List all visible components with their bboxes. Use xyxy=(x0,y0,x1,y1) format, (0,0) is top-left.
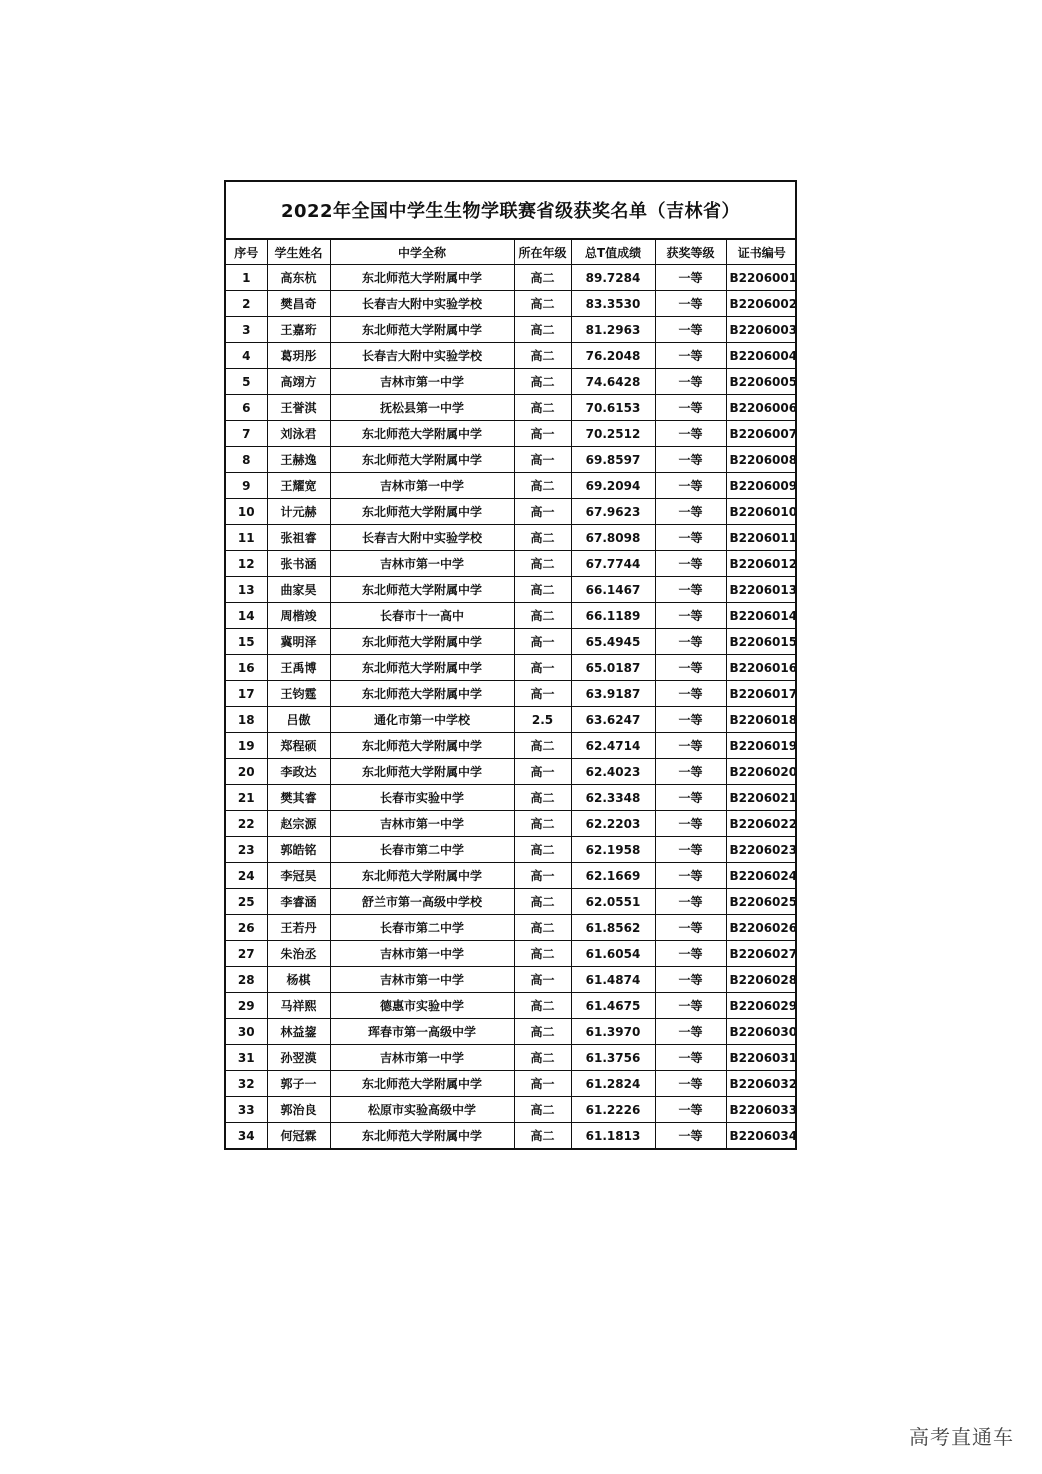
table-row xyxy=(226,863,797,889)
cell-award-level: 一等 xyxy=(655,499,726,525)
cell-student-name: 樊其睿 xyxy=(267,785,330,811)
cell-student-name: 冀明泽 xyxy=(267,629,330,655)
cell-school: 珲春市第一高级中学 xyxy=(330,1019,514,1045)
table-row xyxy=(226,993,797,1019)
cell-award-level: 一等 xyxy=(655,863,726,889)
table-row xyxy=(226,499,797,525)
cell-index: 17 xyxy=(226,681,267,707)
cell-certificate-no: B2206019 xyxy=(726,733,797,759)
cell-certificate-no: B2206023 xyxy=(726,837,797,863)
cell-index: 8 xyxy=(226,447,267,473)
table-row xyxy=(226,1071,797,1097)
cell-grade: 高一 xyxy=(514,499,571,525)
cell-score: 81.2963 xyxy=(571,317,655,343)
cell-index: 10 xyxy=(226,499,267,525)
cell-student-name: 林益鋆 xyxy=(267,1019,330,1045)
cell-score: 70.6153 xyxy=(571,395,655,421)
cell-score: 61.1813 xyxy=(571,1123,655,1149)
cell-certificate-no: B2206009 xyxy=(726,473,797,499)
cell-score: 69.8597 xyxy=(571,447,655,473)
cell-school: 东北师范大学附属中学 xyxy=(330,863,514,889)
cell-score: 67.7744 xyxy=(571,551,655,577)
cell-grade: 高二 xyxy=(514,993,571,1019)
header-student-name: 学生姓名 xyxy=(267,240,330,265)
cell-award-level: 一等 xyxy=(655,1045,726,1071)
cell-index: 34 xyxy=(226,1123,267,1149)
cell-award-level: 一等 xyxy=(655,447,726,473)
cell-student-name: 吕傲 xyxy=(267,707,330,733)
cell-certificate-no: B2206017 xyxy=(726,681,797,707)
cell-award-level: 一等 xyxy=(655,265,726,291)
cell-grade: 高二 xyxy=(514,265,571,291)
cell-score: 61.6054 xyxy=(571,941,655,967)
cell-grade: 高一 xyxy=(514,681,571,707)
cell-certificate-no: B2206010 xyxy=(726,499,797,525)
cell-grade: 高一 xyxy=(514,421,571,447)
cell-index: 3 xyxy=(226,317,267,343)
cell-student-name: 计元赫 xyxy=(267,499,330,525)
cell-award-level: 一等 xyxy=(655,993,726,1019)
cell-grade: 高一 xyxy=(514,863,571,889)
cell-student-name: 王赫逸 xyxy=(267,447,330,473)
cell-certificate-no: B2206024 xyxy=(726,863,797,889)
cell-student-name: 王耀宽 xyxy=(267,473,330,499)
cell-index: 20 xyxy=(226,759,267,785)
header-grade: 所在年级 xyxy=(514,240,571,265)
cell-student-name: 王禹博 xyxy=(267,655,330,681)
cell-score: 69.2094 xyxy=(571,473,655,499)
cell-student-name: 郑程硕 xyxy=(267,733,330,759)
cell-index: 2 xyxy=(226,291,267,317)
table-row xyxy=(226,525,797,551)
table-row xyxy=(226,447,797,473)
cell-award-level: 一等 xyxy=(655,889,726,915)
cell-student-name: 高翊方 xyxy=(267,369,330,395)
cell-index: 19 xyxy=(226,733,267,759)
table-row xyxy=(226,967,797,993)
cell-school: 东北师范大学附属中学 xyxy=(330,655,514,681)
cell-score: 62.4023 xyxy=(571,759,655,785)
cell-student-name: 李政达 xyxy=(267,759,330,785)
cell-index: 28 xyxy=(226,967,267,993)
cell-score: 67.8098 xyxy=(571,525,655,551)
table-row xyxy=(226,343,797,369)
cell-school: 德惠市实验中学 xyxy=(330,993,514,1019)
table-row xyxy=(226,681,797,707)
header-school: 中学全称 xyxy=(330,240,514,265)
table-row xyxy=(226,421,797,447)
cell-score: 83.3530 xyxy=(571,291,655,317)
cell-index: 29 xyxy=(226,993,267,1019)
table-row xyxy=(226,837,797,863)
cell-index: 12 xyxy=(226,551,267,577)
cell-certificate-no: B2206013 xyxy=(726,577,797,603)
header-certificate-no: 证书编号 xyxy=(726,240,797,265)
cell-index: 9 xyxy=(226,473,267,499)
cell-score: 70.2512 xyxy=(571,421,655,447)
cell-certificate-no: B2206033 xyxy=(726,1097,797,1123)
header-index: 序号 xyxy=(226,240,267,265)
cell-student-name: 刘泳君 xyxy=(267,421,330,447)
cell-score: 63.6247 xyxy=(571,707,655,733)
table-body xyxy=(226,265,797,1149)
cell-award-level: 一等 xyxy=(655,759,726,785)
cell-grade: 高二 xyxy=(514,811,571,837)
cell-index: 32 xyxy=(226,1071,267,1097)
cell-grade: 高二 xyxy=(514,525,571,551)
cell-grade: 高二 xyxy=(514,317,571,343)
cell-grade: 高二 xyxy=(514,343,571,369)
cell-student-name: 王嘉珩 xyxy=(267,317,330,343)
cell-certificate-no: B2206025 xyxy=(726,889,797,915)
cell-award-level: 一等 xyxy=(655,603,726,629)
cell-grade: 高二 xyxy=(514,1097,571,1123)
cell-certificate-no: B2206032 xyxy=(726,1071,797,1097)
cell-student-name: 王若丹 xyxy=(267,915,330,941)
cell-certificate-no: B2206014 xyxy=(726,603,797,629)
cell-score: 66.1189 xyxy=(571,603,655,629)
cell-school: 通化市第一中学校 xyxy=(330,707,514,733)
cell-score: 61.2824 xyxy=(571,1071,655,1097)
cell-award-level: 一等 xyxy=(655,317,726,343)
cell-score: 65.0187 xyxy=(571,655,655,681)
cell-school: 东北师范大学附属中学 xyxy=(330,1123,514,1149)
cell-grade: 高二 xyxy=(514,1019,571,1045)
cell-index: 25 xyxy=(226,889,267,915)
cell-school: 东北师范大学附属中学 xyxy=(330,1071,514,1097)
cell-index: 23 xyxy=(226,837,267,863)
cell-score: 74.6428 xyxy=(571,369,655,395)
cell-school: 长春吉大附中实验学校 xyxy=(330,343,514,369)
cell-student-name: 郭子一 xyxy=(267,1071,330,1097)
cell-school: 长春市第二中学 xyxy=(330,837,514,863)
table-row xyxy=(226,655,797,681)
cell-award-level: 一等 xyxy=(655,915,726,941)
cell-certificate-no: B2206011 xyxy=(726,525,797,551)
cell-student-name: 高东杭 xyxy=(267,265,330,291)
cell-award-level: 一等 xyxy=(655,941,726,967)
cell-grade: 高二 xyxy=(514,395,571,421)
cell-school: 长春市十一高中 xyxy=(330,603,514,629)
cell-grade: 高二 xyxy=(514,369,571,395)
cell-grade: 高一 xyxy=(514,759,571,785)
table-row xyxy=(226,629,797,655)
cell-certificate-no: B2206008 xyxy=(726,447,797,473)
table-row xyxy=(226,759,797,785)
cell-index: 14 xyxy=(226,603,267,629)
cell-school: 松原市实验高级中学 xyxy=(330,1097,514,1123)
cell-school: 吉林市第一中学 xyxy=(330,369,514,395)
table-header-row xyxy=(226,240,797,265)
cell-certificate-no: B2206006 xyxy=(726,395,797,421)
cell-index: 24 xyxy=(226,863,267,889)
cell-grade: 高二 xyxy=(514,733,571,759)
cell-index: 16 xyxy=(226,655,267,681)
cell-award-level: 一等 xyxy=(655,655,726,681)
header-award-level: 获奖等级 xyxy=(655,240,726,265)
cell-certificate-no: B2206034 xyxy=(726,1123,797,1149)
table-row xyxy=(226,577,797,603)
cell-index: 11 xyxy=(226,525,267,551)
cell-index: 5 xyxy=(226,369,267,395)
cell-index: 18 xyxy=(226,707,267,733)
cell-school: 东北师范大学附属中学 xyxy=(330,681,514,707)
cell-score: 66.1467 xyxy=(571,577,655,603)
cell-student-name: 孙翌漠 xyxy=(267,1045,330,1071)
header-score: 总T值成绩 xyxy=(571,240,655,265)
cell-school: 舒兰市第一高级中学校 xyxy=(330,889,514,915)
cell-certificate-no: B2206030 xyxy=(726,1019,797,1045)
cell-index: 30 xyxy=(226,1019,267,1045)
cell-certificate-no: B2206021 xyxy=(726,785,797,811)
cell-certificate-no: B2206020 xyxy=(726,759,797,785)
table-row xyxy=(226,811,797,837)
cell-school: 吉林市第一中学 xyxy=(330,473,514,499)
table-row xyxy=(226,395,797,421)
award-list-sheet xyxy=(224,180,797,1150)
cell-student-name: 王钧霆 xyxy=(267,681,330,707)
cell-award-level: 一等 xyxy=(655,837,726,863)
cell-award-level: 一等 xyxy=(655,421,726,447)
cell-score: 61.4874 xyxy=(571,967,655,993)
cell-certificate-no: B2206012 xyxy=(726,551,797,577)
cell-certificate-no: B2206031 xyxy=(726,1045,797,1071)
cell-school: 吉林市第一中学 xyxy=(330,1045,514,1071)
cell-certificate-no: B2206022 xyxy=(726,811,797,837)
cell-school: 长春吉大附中实验学校 xyxy=(330,291,514,317)
cell-student-name: 葛玥彤 xyxy=(267,343,330,369)
cell-certificate-no: B2206003 xyxy=(726,317,797,343)
cell-student-name: 樊昌奇 xyxy=(267,291,330,317)
cell-certificate-no: B2206027 xyxy=(726,941,797,967)
cell-grade: 高二 xyxy=(514,1045,571,1071)
cell-score: 65.4945 xyxy=(571,629,655,655)
award-table xyxy=(226,239,797,1148)
cell-grade: 高二 xyxy=(514,603,571,629)
cell-grade: 高二 xyxy=(514,577,571,603)
cell-score: 63.9187 xyxy=(571,681,655,707)
cell-grade: 高一 xyxy=(514,967,571,993)
cell-award-level: 一等 xyxy=(655,369,726,395)
table-row xyxy=(226,1097,797,1123)
table-row xyxy=(226,915,797,941)
cell-certificate-no: B2206015 xyxy=(726,629,797,655)
cell-award-level: 一等 xyxy=(655,525,726,551)
cell-certificate-no: B2206028 xyxy=(726,967,797,993)
cell-school: 东北师范大学附属中学 xyxy=(330,733,514,759)
cell-school: 吉林市第一中学 xyxy=(330,941,514,967)
cell-student-name: 赵宗源 xyxy=(267,811,330,837)
cell-certificate-no: B2206018 xyxy=(726,707,797,733)
cell-award-level: 一等 xyxy=(655,681,726,707)
cell-school: 东北师范大学附属中学 xyxy=(330,577,514,603)
cell-school: 东北师范大学附属中学 xyxy=(330,265,514,291)
cell-student-name: 朱治丞 xyxy=(267,941,330,967)
cell-score: 62.1669 xyxy=(571,863,655,889)
page-title: 2022年全国中学生生物学联赛省级获奖名单（吉林省） xyxy=(226,182,795,239)
cell-award-level: 一等 xyxy=(655,1097,726,1123)
cell-score: 62.2203 xyxy=(571,811,655,837)
cell-index: 7 xyxy=(226,421,267,447)
cell-certificate-no: B2206005 xyxy=(726,369,797,395)
cell-grade: 高二 xyxy=(514,473,571,499)
cell-grade: 高一 xyxy=(514,447,571,473)
cell-score: 61.3756 xyxy=(571,1045,655,1071)
cell-certificate-no: B2206001 xyxy=(726,265,797,291)
cell-score: 89.7284 xyxy=(571,265,655,291)
cell-award-level: 一等 xyxy=(655,1123,726,1149)
cell-grade: 高二 xyxy=(514,1123,571,1149)
cell-index: 22 xyxy=(226,811,267,837)
table-row xyxy=(226,785,797,811)
cell-certificate-no: B2206029 xyxy=(726,993,797,1019)
cell-score: 62.1958 xyxy=(571,837,655,863)
table-row xyxy=(226,1123,797,1149)
cell-score: 61.4675 xyxy=(571,993,655,1019)
cell-school: 抚松县第一中学 xyxy=(330,395,514,421)
cell-school: 东北师范大学附属中学 xyxy=(330,629,514,655)
cell-award-level: 一等 xyxy=(655,733,726,759)
cell-award-level: 一等 xyxy=(655,343,726,369)
cell-school: 吉林市第一中学 xyxy=(330,811,514,837)
cell-certificate-no: B2206002 xyxy=(726,291,797,317)
cell-grade: 2.5 xyxy=(514,707,571,733)
cell-index: 21 xyxy=(226,785,267,811)
cell-score: 62.4714 xyxy=(571,733,655,759)
cell-score: 62.3348 xyxy=(571,785,655,811)
cell-school: 吉林市第一中学 xyxy=(330,967,514,993)
cell-school: 东北师范大学附属中学 xyxy=(330,421,514,447)
cell-grade: 高一 xyxy=(514,655,571,681)
cell-student-name: 张书涵 xyxy=(267,551,330,577)
cell-score: 61.3970 xyxy=(571,1019,655,1045)
cell-student-name: 郭皓铭 xyxy=(267,837,330,863)
cell-award-level: 一等 xyxy=(655,1019,726,1045)
cell-grade: 高二 xyxy=(514,915,571,941)
cell-school: 吉林市第一中学 xyxy=(330,551,514,577)
table-row xyxy=(226,603,797,629)
cell-school: 东北师范大学附属中学 xyxy=(330,499,514,525)
cell-school: 东北师范大学附属中学 xyxy=(330,447,514,473)
cell-score: 67.9623 xyxy=(571,499,655,525)
cell-certificate-no: B2206004 xyxy=(726,343,797,369)
cell-student-name: 李冠昊 xyxy=(267,863,330,889)
table-row xyxy=(226,733,797,759)
cell-certificate-no: B2206016 xyxy=(726,655,797,681)
watermark-text: 高考直通车 xyxy=(909,1425,1014,1449)
cell-grade: 高二 xyxy=(514,837,571,863)
cell-award-level: 一等 xyxy=(655,1071,726,1097)
cell-index: 6 xyxy=(226,395,267,421)
cell-student-name: 何冠霖 xyxy=(267,1123,330,1149)
cell-index: 15 xyxy=(226,629,267,655)
cell-certificate-no: B2206007 xyxy=(726,421,797,447)
table-row xyxy=(226,707,797,733)
cell-school: 长春吉大附中实验学校 xyxy=(330,525,514,551)
cell-award-level: 一等 xyxy=(655,811,726,837)
cell-index: 33 xyxy=(226,1097,267,1123)
table-row xyxy=(226,551,797,577)
cell-index: 31 xyxy=(226,1045,267,1071)
table-row xyxy=(226,1045,797,1071)
cell-school: 东北师范大学附属中学 xyxy=(330,317,514,343)
cell-student-name: 周楷竣 xyxy=(267,603,330,629)
cell-award-level: 一等 xyxy=(655,473,726,499)
cell-grade: 高二 xyxy=(514,889,571,915)
cell-grade: 高二 xyxy=(514,941,571,967)
cell-student-name: 马祥熙 xyxy=(267,993,330,1019)
cell-award-level: 一等 xyxy=(655,551,726,577)
cell-award-level: 一等 xyxy=(655,785,726,811)
cell-school: 长春市实验中学 xyxy=(330,785,514,811)
cell-award-level: 一等 xyxy=(655,967,726,993)
cell-grade: 高一 xyxy=(514,629,571,655)
cell-award-level: 一等 xyxy=(655,629,726,655)
cell-index: 27 xyxy=(226,941,267,967)
cell-index: 4 xyxy=(226,343,267,369)
table-row xyxy=(226,265,797,291)
cell-grade: 高二 xyxy=(514,291,571,317)
cell-award-level: 一等 xyxy=(655,577,726,603)
cell-school: 东北师范大学附属中学 xyxy=(330,759,514,785)
cell-award-level: 一等 xyxy=(655,395,726,421)
cell-certificate-no: B2206026 xyxy=(726,915,797,941)
cell-student-name: 张祖睿 xyxy=(267,525,330,551)
cell-student-name: 杨棋 xyxy=(267,967,330,993)
cell-student-name: 王誉淇 xyxy=(267,395,330,421)
cell-student-name: 郭治良 xyxy=(267,1097,330,1123)
cell-index: 26 xyxy=(226,915,267,941)
table-row xyxy=(226,291,797,317)
cell-grade: 高二 xyxy=(514,551,571,577)
table-row xyxy=(226,369,797,395)
table-row xyxy=(226,889,797,915)
cell-score: 62.0551 xyxy=(571,889,655,915)
cell-school: 长春市第二中学 xyxy=(330,915,514,941)
table-row xyxy=(226,317,797,343)
cell-grade: 高一 xyxy=(514,1071,571,1097)
cell-score: 76.2048 xyxy=(571,343,655,369)
table-row xyxy=(226,1019,797,1045)
cell-student-name: 曲家昊 xyxy=(267,577,330,603)
cell-award-level: 一等 xyxy=(655,291,726,317)
cell-student-name: 李睿涵 xyxy=(267,889,330,915)
table-row xyxy=(226,941,797,967)
cell-score: 61.8562 xyxy=(571,915,655,941)
cell-award-level: 一等 xyxy=(655,707,726,733)
cell-index: 1 xyxy=(226,265,267,291)
table-row xyxy=(226,473,797,499)
cell-index: 13 xyxy=(226,577,267,603)
cell-score: 61.2226 xyxy=(571,1097,655,1123)
cell-grade: 高二 xyxy=(514,785,571,811)
